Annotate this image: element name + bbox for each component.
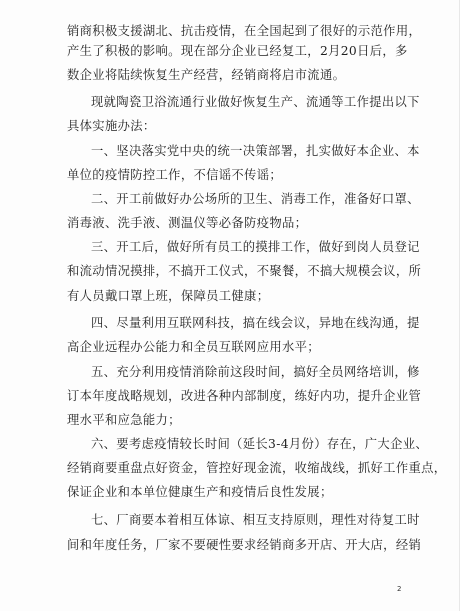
text-line: 四、尽量利用互联网科技，搞在线会议，异地在线沟通，提	[91, 316, 420, 330]
text-line: 订本年度战略规划，改进各种内部制度，练好内功，提升企业管	[67, 389, 422, 403]
text-line: 三、开工后，做好所有员工的摸排工作，做好到岗人员登记	[91, 240, 420, 254]
text-line: 五、充分利用疫情消除前这段时间，搞好全员网络培训，修	[91, 365, 420, 379]
text-line: 六、要考虑疫情较长时间（延长3-4月份）存在，广大企业、	[91, 437, 429, 451]
text-line: 数企业将陆续恢复生产经营，经销商将启市流通。	[67, 68, 346, 82]
text-line: 消毒液、洗手液、测温仪等必备防疫物品；	[67, 216, 308, 230]
text-line: 经销商要重盘点好资金，管控好现金流，收缩战线，抓好工作重点，	[67, 461, 447, 475]
text-line: 具体实施办法：	[67, 119, 156, 133]
text-line: 七、厂商要本着相互体谅、相互支持原则，理性对待复工时	[91, 513, 420, 527]
text-line: 高企业远程办公能力和全员互联网应用水平；	[67, 340, 320, 354]
text-line: 和流动情况摸排，不搞开工仪式，不聚餐，不搞大规模会议，所	[67, 264, 422, 278]
text-line: 二、开工前做好办公场所的卫生、消毒工作，准备好口罩、	[91, 192, 420, 206]
text-line: 现就陶瓷卫浴流通行业做好恢复生产、流通等工作提出以下	[91, 95, 420, 109]
text-line: 一、坚决落实党中央的统一决策部署，扎实做好本企业、本	[91, 144, 420, 158]
text-line: 间和年度任务，厂家不要硬性要求经销商多开店、开大店，经销	[67, 538, 422, 552]
text-line: 单位的疫情防控工作，不信谣不传谣；	[67, 168, 282, 182]
text-line: 有人员戴口罩上班，保障员工健康；	[67, 289, 270, 303]
page-number: 2	[397, 585, 402, 593]
text-line: 保证企业和本单位健康生产和疫情后良性发展；	[67, 485, 333, 499]
text-line: 销商积极支援湖北、抗击疫情，在全国起到了很好的示范作用，	[67, 24, 422, 38]
text-line: 理水平和应急能力；	[67, 413, 181, 427]
text-line: 产生了积极的影响。现在部分企业已经复工，2月20日后，多	[67, 44, 408, 58]
